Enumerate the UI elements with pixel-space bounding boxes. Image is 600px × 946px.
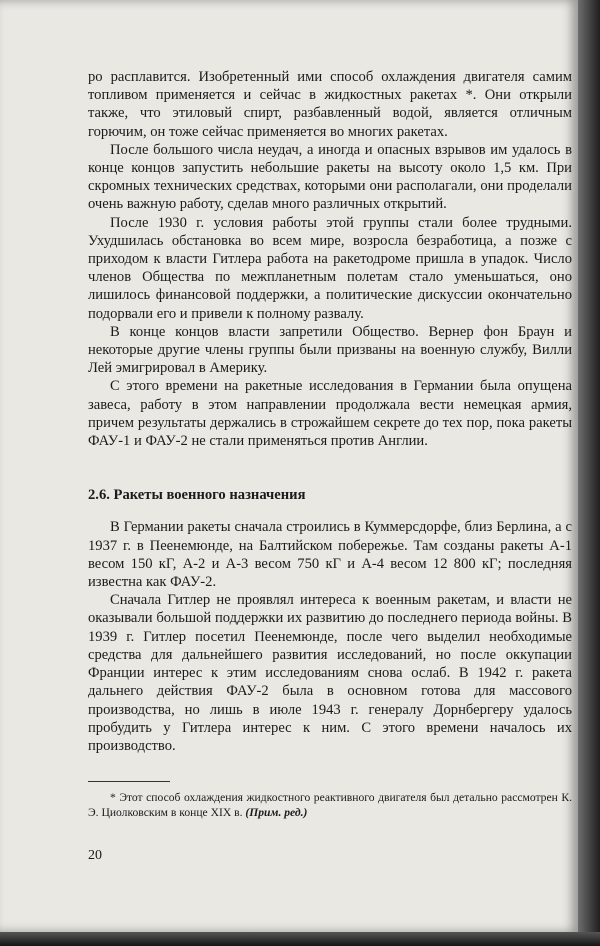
page-text-block <box>88 68 572 820</box>
section-heading: 2.6. Ракеты военного назначения <box>88 487 306 504</box>
footnote-divider <box>88 781 170 782</box>
footnote-editor-note: (Прим. ред.) <box>245 806 308 820</box>
paragraph: После 1930 г. условия работы этой группы стали более трудными. Ухудшилась обстановка во всем мире, возросла безработица, а позже с приходом к власти Гитлера работа на ракетодроме пришла в упадок. Число членов Общества по межпланетным полетам стало уменьшаться, оно лишилось финансовой поддержки, а политические дискуссии окончательно подорвали его и привели к полному развалу. <box>88 214 572 322</box>
paragraph: ро расплавится. Изобретенный ими способ охлаждения двигателя самим топливом применяется и сейчас в жидкостных ракетах *. Они открыли также, что этиловый спирт, разбавленный водой, является отличным горючим, он тоже сейчас применяется во многих ракетах. <box>88 69 572 140</box>
paragraph: С этого времени на ракетные исследования в Германии была опущена завеса, работу в этом направлении продолжала вести немецкая армия, причем результаты держались в строжайшем секрете до тех пор, пока ракеты ФАУ-1 и ФАУ-2 не стали применяться против Англии. <box>88 378 572 450</box>
paragraph: После большого числа неудач, а иногда и опасных взрывов им удалось в конце концов запустить небольшие ракеты на высоту около 1,5 км. При скромных технических средствах, которыми они располагали, они проделали очень важную работу, сделав много различных открытий. <box>88 141 572 213</box>
paragraph: В конце концов власти запретили Общество. Вернер фон Браун и некоторые другие члены группы были призваны на военную службу, Вилли Лей эмигрировал в Америку. <box>88 323 572 377</box>
footnote <box>88 790 572 820</box>
book-edge-bottom <box>0 932 600 946</box>
paragraph: В Германии ракеты сначала строились в Куммерсдорфе, близ Берлина, а с 1937 г. в Пеенемюнде, на Балтийском побережье. Там созданы ракеты А-1 весом 150 кГ, А-2 и А-3 весом 750 кГ и А-4 весом 12 800 кГ; последняя известна как ФАУ-2. <box>88 519 572 591</box>
footnote-text: * Этот способ охлаждения жидкостного реактивного двигателя был детально рассмотрен К. Э. Циолковским в конце XIX в. <box>88 791 572 820</box>
book-edge-right <box>578 0 600 946</box>
paragraph: Сначала Гитлер не проявлял интереса к военным ракетам, и власти не оказывали большой поддержки их развитию до последнего периода войны. В 1939 г. Гитлер посетил Пеенемюнде, после чего выделил необходимые средства для дальнейшего развития исследований, но после оккупации Франции интерес к этим исследованиям снова ослаб. В 1942 г. ракета дальнего действия ФАУ-2 была в основном готова для массового производства, но лишь в июле 1943 г. генералу Дорнбергеру удалось пробудить у Гитлера интерес к ним. С этого времени началось их производство. <box>88 592 572 754</box>
page-number: 20 <box>88 848 102 863</box>
